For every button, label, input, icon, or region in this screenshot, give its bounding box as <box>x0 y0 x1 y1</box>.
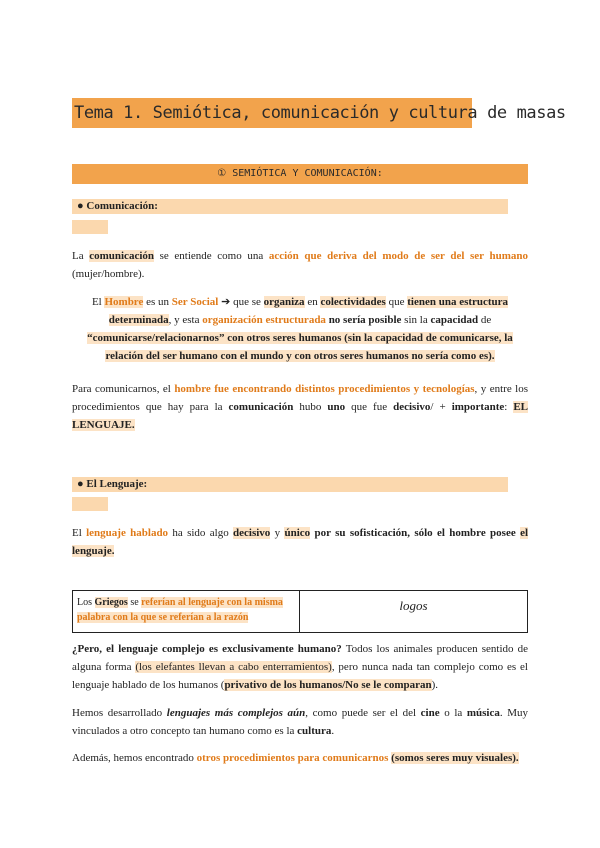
text: se <box>127 597 142 608</box>
text: Los <box>77 597 95 608</box>
text: lenguaje hablado <box>86 527 169 539</box>
text: privativo de los humanos/No se le comparan <box>224 679 432 691</box>
text: organiza <box>263 296 305 308</box>
page-title: Tema 1. Semiótica, comunicación y cultura de masas <box>72 98 472 128</box>
text: , como puede ser el del <box>305 707 421 719</box>
text: o la <box>439 707 467 719</box>
text: uno <box>327 401 346 413</box>
arrow-icon: ➔ <box>221 296 231 308</box>
text: con otros seres humanos (sin la capacidad de comunicarse, la relación del ser humano con el mundo y con otros seres humanos no sería como es). <box>105 332 513 362</box>
text: ha sido algo <box>168 527 234 539</box>
highlight-block <box>72 220 108 234</box>
text: . Muy vinculados a otro concepto tan humano como es la <box>72 707 529 737</box>
text: hombre fue encontrando distintos procedimientos y tecnologías <box>174 383 475 395</box>
highlight-block <box>72 497 108 511</box>
text: cultura <box>297 725 332 737</box>
text: importante <box>451 401 505 413</box>
text: por su sofisticación, sólo el hombre posee <box>314 527 516 539</box>
text: Griegos <box>94 597 128 608</box>
text: EL LENGUAJE. <box>72 401 528 431</box>
text: acción que deriva del modo de ser del ser humano <box>268 250 528 262</box>
paragraph-6 <box>72 704 528 740</box>
subheading-comunicacion <box>72 199 508 214</box>
text: (los elefantes llevan a cabo enterramientos) <box>135 661 332 673</box>
paragraph-1 <box>72 247 528 283</box>
text: música <box>466 707 500 719</box>
text: Además, hemos encontrado <box>72 752 197 764</box>
text: es un <box>143 296 172 308</box>
text: El <box>72 527 87 539</box>
text: Ser Social <box>171 296 219 308</box>
paragraph-3 <box>72 380 528 434</box>
text: que fue <box>345 401 394 413</box>
text: : <box>504 401 514 413</box>
text: colectividades <box>320 296 386 308</box>
table-cell-left <box>73 591 300 632</box>
text: que se <box>230 296 264 308</box>
text: no sería posible <box>328 314 402 326</box>
text: comunicación <box>89 250 154 262</box>
bullet-icon: ● <box>77 200 84 212</box>
text: en <box>304 296 321 308</box>
text: único <box>284 527 311 539</box>
text: organización estructurada <box>202 314 326 326</box>
text: / + <box>430 401 452 413</box>
section-header <box>72 164 528 184</box>
text: , pero nunca nada tan complejo como es el lenguaje hablado de los humanos ( <box>72 661 528 691</box>
paragraph-5 <box>72 640 528 694</box>
comparison-table <box>72 590 528 633</box>
text: capacidad <box>430 314 479 326</box>
paragraph-4 <box>72 524 528 560</box>
text: Hemos desarrollado <box>72 707 167 719</box>
text: lenguajes más complejos aún <box>166 707 306 719</box>
text: . <box>331 725 335 737</box>
paragraph-2 <box>80 293 520 365</box>
bullet-icon: ● <box>77 478 84 490</box>
table-cell-right: logos <box>399 598 428 613</box>
text: tienen una estructura determinada <box>108 296 509 326</box>
text: y <box>270 527 285 539</box>
text: Todos los animales producen sentido de alguna forma <box>72 643 528 673</box>
text: se entiende como una <box>154 250 269 262</box>
subheading-lenguaje <box>72 477 508 492</box>
text: referían al lenguaje con la misma palabra con la que se referían a la razón <box>77 597 283 623</box>
text: , y esta <box>168 314 203 326</box>
text: de <box>478 314 492 326</box>
text: La <box>72 250 90 262</box>
subheading-label: Comunicación: <box>86 200 158 212</box>
paragraph-7 <box>72 749 528 767</box>
text: (somos seres muy visuales). <box>391 752 519 764</box>
text: ¿Pero, el lenguaje complejo es exclusivamente humano? <box>72 643 342 655</box>
text: Para comunicarnos, el <box>72 383 175 395</box>
section-label: SEMIÓTICA Y COMUNICACIÓN: <box>232 168 383 179</box>
text: que <box>385 296 408 308</box>
text: , y entre los procedimientos que hay para la <box>72 383 528 413</box>
text: sin la <box>401 314 431 326</box>
circled-one-icon: ① <box>217 168 227 179</box>
text: (mujer/hombre). <box>72 268 145 280</box>
subheading-label: El Lenguaje: <box>86 478 148 490</box>
text: Hombre <box>104 296 144 308</box>
text: comunicación <box>228 401 294 413</box>
text: ). <box>431 679 439 691</box>
text: hubo <box>293 401 328 413</box>
text: decisivo <box>393 401 431 413</box>
text: El <box>91 296 105 308</box>
text: decisivo <box>233 527 271 539</box>
text: cine <box>420 707 440 719</box>
text: otros procedimientos para comunicarnos <box>196 752 389 764</box>
text: “comunicarse/relacionarnos” <box>87 332 225 344</box>
text: el lenguaje. <box>72 527 529 557</box>
